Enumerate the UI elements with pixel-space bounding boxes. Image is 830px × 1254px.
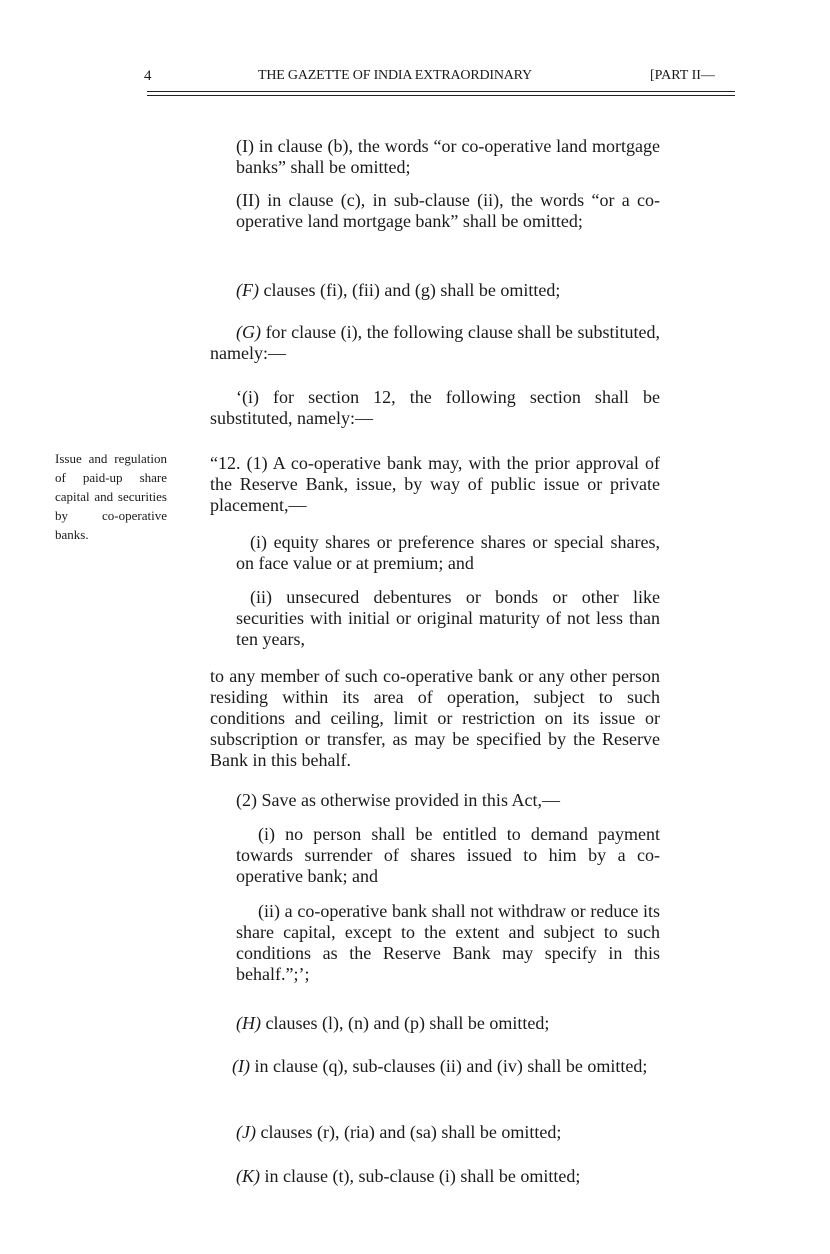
clause-label: (J)	[236, 1122, 256, 1142]
header-rule-top	[147, 91, 735, 92]
clause-label: (G)	[236, 322, 261, 342]
paragraph-text: in clause (q), sub-clauses (ii) and (iv) shall be omitted;	[249, 1056, 648, 1076]
header-rule-bottom	[147, 95, 735, 96]
paragraph-text: clauses (l), (n) and (p) shall be omitted;	[261, 1013, 550, 1033]
clause-label: (H)	[236, 1013, 261, 1033]
page-number: 4	[144, 68, 152, 84]
paragraph	[210, 1056, 660, 1077]
paragraph	[210, 322, 660, 364]
paragraph: ‘(i) for section 12, the following section shall be substituted, namely:—	[210, 387, 660, 428]
paragraph: (i) no person shall be entitled to demand payment towards surrender of shares issued to him by a co-operative bank; and	[236, 824, 660, 886]
paragraph: “12. (1) A co-operative bank may, with the prior approval of the Reserve Bank, issue, by way of public issue or private placement,—	[210, 453, 660, 515]
margin-note: Issue and regulation of paid-up share capital and securities by co-operative banks.	[55, 451, 167, 542]
clause-label: (I)	[232, 1056, 250, 1076]
paragraph: (2) Save as otherwise provided in this Act,—	[236, 790, 560, 810]
paragraph	[236, 1013, 660, 1034]
paragraph: (II) in clause (c), in sub-clause (ii), the words “or a co-operative land mortgage bank” shall be omitted;	[236, 190, 660, 231]
paragraph-text: in clause (t), sub-clause (i) shall be omitted;	[260, 1166, 581, 1186]
paragraph-text: clauses (fi), (fii) and (g) shall be omitted;	[258, 280, 561, 300]
clause-label: (K)	[236, 1166, 260, 1186]
paragraph-text: clauses (r), (ria) and (sa) shall be omitted;	[255, 1122, 562, 1142]
part-label: [PART II—	[650, 68, 715, 83]
paragraph-text: for clause (i), the following clause shall be substituted, namely:—	[210, 322, 660, 363]
page-title: THE GAZETTE OF INDIA EXTRAORDINARY	[258, 68, 532, 83]
paragraph: (ii) unsecured debentures or bonds or other like securities with initial or original maturity of not less than ten years,	[236, 587, 660, 649]
paragraph	[236, 1166, 660, 1187]
paragraph	[236, 280, 660, 301]
paragraph: (i) equity shares or preference shares or special shares, on face value or at premium; and	[236, 532, 660, 573]
paragraph	[236, 1122, 660, 1143]
paragraph: (I) in clause (b), the words “or co-operative land mortgage banks” shall be omitted;	[236, 136, 660, 177]
clause-label: (F)	[236, 280, 259, 300]
paragraph: (ii) a co-operative bank shall not withdraw or reduce its share capital, except to the extent and subject to such conditions as the Reserve Bank may specify in this behalf.”;’;	[236, 901, 660, 984]
paragraph: to any member of such co-operative bank or any other person residing within its area of operation, subject to such conditions and ceiling, limit or restriction on its issue or subscription or transfer, as may be specified by the Reserve Bank in this behalf.	[210, 666, 660, 770]
